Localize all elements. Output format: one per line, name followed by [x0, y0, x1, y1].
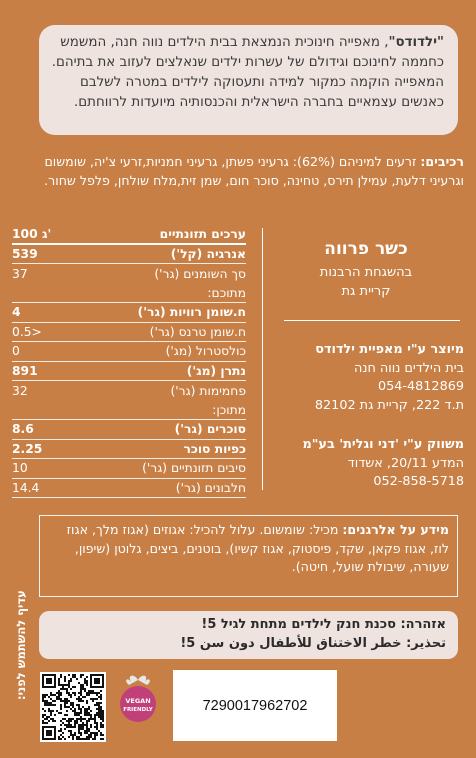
nutrition-row-value: 32	[12, 383, 28, 398]
nutrition-row-label: חלבונים (גר')	[175, 480, 246, 495]
column-divider	[262, 228, 263, 490]
marketer-info	[268, 436, 464, 492]
section-divider	[284, 320, 460, 321]
nutrition-row-label: סיבים תזונתיים (גר')	[142, 461, 246, 476]
nutrition-row-label: פחמימות (גר')	[170, 383, 246, 398]
nutrition-row-value: 539	[12, 246, 38, 261]
brand-name: "ילדודס"	[388, 35, 444, 50]
nutrition-header-label: ערכים תזונתיים	[159, 226, 246, 241]
ingredients-text: זרעים למיניהם (62%): גרעיני פשתן, גרעיני חמניות,זרעי צ'יה, שומשום וגרעיני דלעת, עמילן תירס, טחינה, סוכר חום, שמן זית,מלח שולחן, פלפל שחור.	[44, 154, 464, 188]
allergen-label: מידע על אלרגנים:	[342, 522, 449, 537]
intro-text: , מאפייה חינוכית הנמצאת בבית הילדים נווה חנה, המשמש כחממה לחינוכם וגידולם של עשרות ילדים שנאלצים לעזוב את בתיהם. המאפייה הוקמה כמקור למידה ותעסוקה לילדים במטרה לשלבם כאנשים עצמאיים בחברה הישראלית והכנסותיה מיועדות לרווחתם.	[51, 35, 444, 110]
nutrition-table	[12, 225, 246, 498]
ingredients	[12, 153, 464, 190]
allergen-text: מכיל: שומשום. עלול להכיל: אגוזים (אגוז מלך, אגוז לוז, אגוז פקאן, שקד, פיסטוק, אגוז קשיו), בוטנים, ביצים, גלוטן (שיפון, שעורה, שיבולת שועל, חיטה).	[66, 522, 449, 574]
warning-arabic: تحذير: خطر الاختناق للأطفال دون سن 5!	[180, 636, 446, 651]
kosher-line-1: בהשגחת הרבנות	[319, 265, 413, 280]
nutrition-row	[12, 440, 246, 460]
nutrition-row-label: ח.שומן רוויות (גר')	[137, 305, 246, 320]
nutrition-row-value: 0.5>	[12, 324, 42, 339]
nutrition-row-label: סך השומנים (גר')	[154, 266, 246, 281]
qr-code	[40, 672, 106, 742]
nutrition-row-label: מתוכן:	[212, 402, 246, 417]
nutrition-row-value: 8.6	[12, 422, 34, 437]
choking-warning	[39, 611, 458, 659]
nutrition-row-label: סוכרים (גר')	[174, 422, 246, 437]
kosher-supervision	[268, 263, 464, 301]
nutrition-row-label: אנרגיה (קל')	[170, 246, 246, 261]
nutrition-row-value: 891	[12, 363, 38, 378]
nutrition-row-value: 2.25	[12, 441, 43, 456]
marketer-phone: 052-858-5718	[373, 474, 464, 489]
nutrition-row	[12, 284, 246, 304]
marketer-address: המדע 20/11, אשדוד	[347, 455, 464, 471]
nutrition-row	[12, 420, 246, 440]
nutrition-row	[12, 323, 246, 343]
nutrition-row-label: מתוכם:	[207, 285, 246, 300]
nutrition-row	[12, 401, 246, 421]
kosher-title: כשר פרווה	[324, 239, 408, 259]
nutrition-row	[12, 459, 246, 479]
nutrition-row-value: 37	[12, 266, 28, 281]
nutrition-row	[12, 362, 246, 382]
nutrition-row-label: נתרן (מג')	[186, 363, 246, 378]
marketer-title: משווק ע"י 'דני וגלית' בע"מ	[302, 437, 464, 452]
nutrition-row-value: 4	[12, 305, 21, 320]
nutrition-row-label: כפיות סוכר	[183, 441, 246, 456]
barcode-number: 7290017962702	[202, 697, 308, 714]
nutrition-row	[12, 342, 246, 362]
logo-text-2: FRIENDLY	[123, 707, 153, 713]
nutrition-row-label: כולסטרול (מג')	[165, 344, 246, 359]
nutrition-header-value: 100 ג'	[12, 226, 52, 241]
nutrition-row	[12, 264, 246, 284]
nutrition-row	[12, 479, 246, 499]
nutrition-header	[12, 225, 246, 245]
manufacturer-phone: 054-4812869	[377, 379, 464, 394]
nutrition-row-value: 10	[12, 461, 28, 476]
manufacturer-info	[268, 341, 464, 415]
allergen-info	[39, 515, 458, 597]
intro-panel	[39, 25, 458, 135]
nutrition-row	[12, 303, 246, 323]
nutrition-row-value: 14.4	[12, 480, 40, 495]
manufacturer-address: ת.ד 222, קריית גת 82102	[314, 397, 464, 413]
ingredients-label: רכיבים:	[420, 154, 464, 169]
barcode	[173, 670, 337, 741]
manufacturer-line-1: בית הילדים נווה חנה	[353, 360, 464, 376]
best-before-label: עדיף להשתמש לפני:	[14, 590, 28, 700]
warning-hebrew: אזהרה: סכנת חנק לילדים מתחת לגיל 5!	[201, 617, 446, 632]
nutrition-row-label: ח.שומן טרנס (גר')	[149, 324, 246, 339]
nutrition-row-value: 0	[12, 344, 20, 359]
manufacturer-title: מיוצר ע"י מאפיית ילדודס	[315, 342, 464, 357]
nutrition-row	[12, 245, 246, 265]
logo-text-1: VEGAN	[125, 697, 151, 705]
nutrition-row	[12, 381, 246, 401]
vegan-friendly-logo	[118, 674, 158, 726]
kosher-line-2: קריית גת	[341, 284, 391, 299]
